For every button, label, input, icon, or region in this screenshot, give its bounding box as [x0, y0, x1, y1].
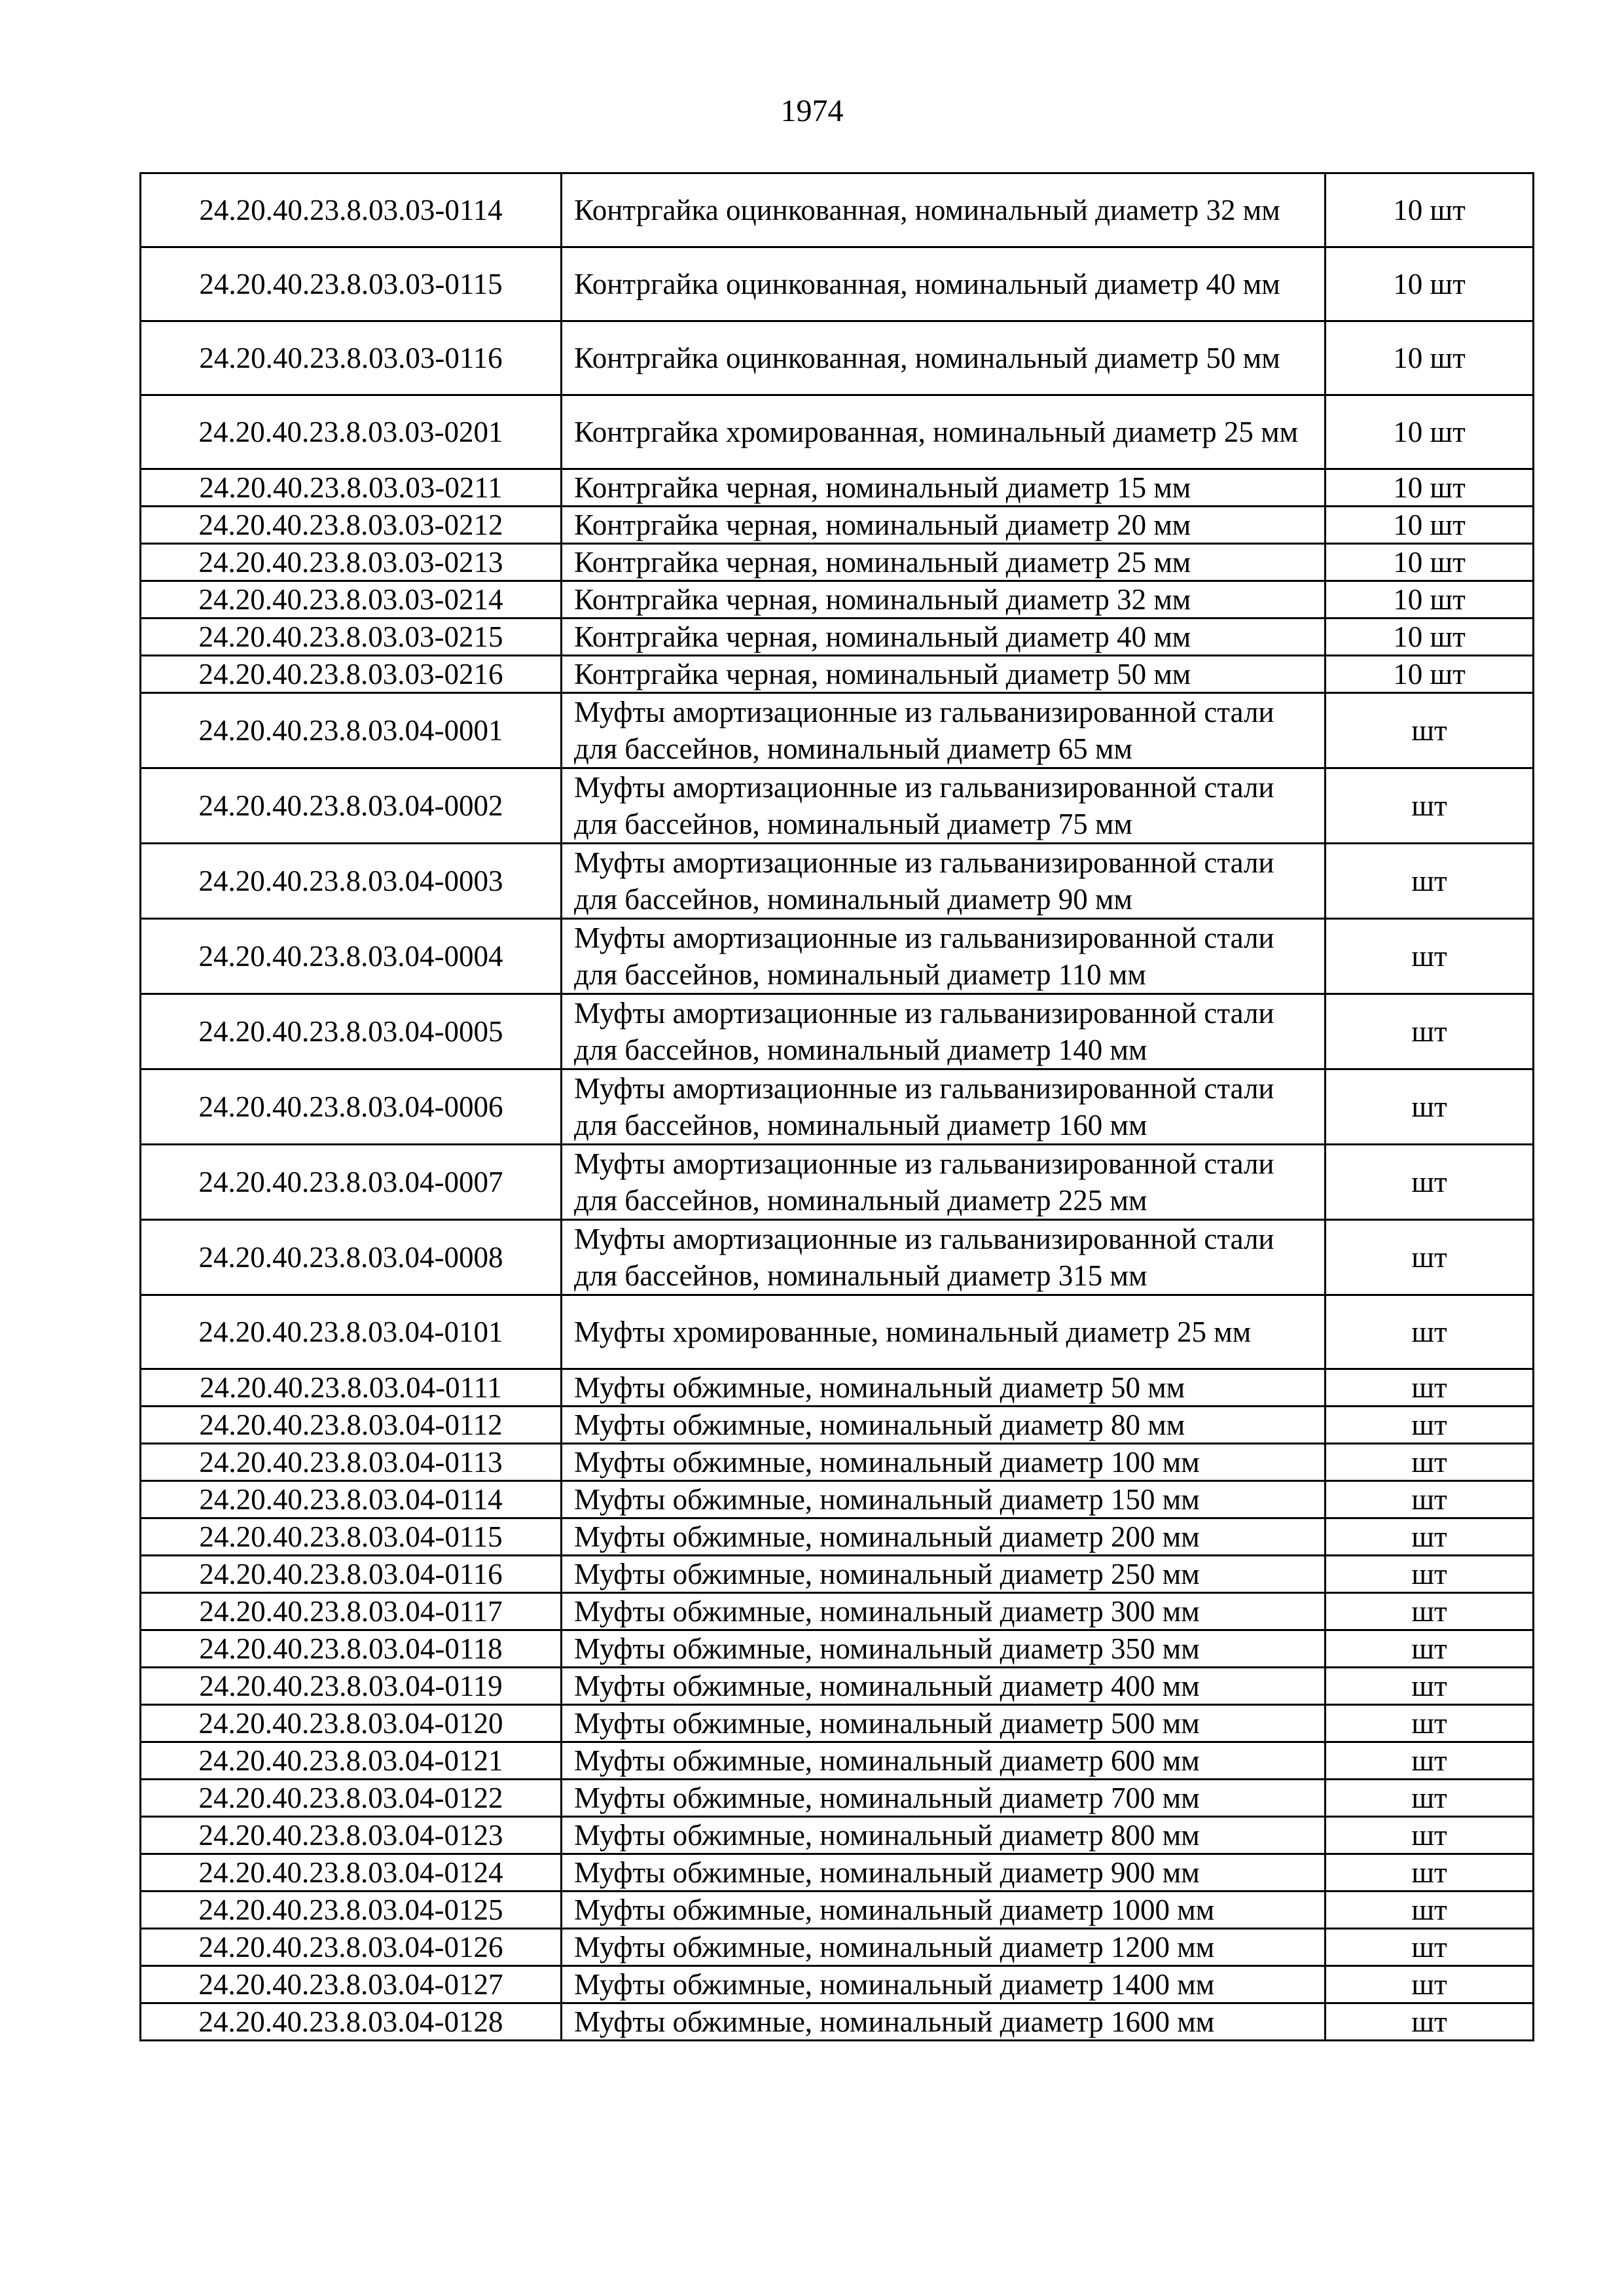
- table-row: [141, 1069, 1534, 1145]
- resource-name-cell: Муфты обжимные, номинальный диаметр 600 мм: [562, 1742, 1326, 1780]
- resource-name-cell: Муфты обжимные, номинальный диаметр 1200 мм: [562, 1929, 1326, 1966]
- unit-cell: шт: [1326, 1369, 1534, 1407]
- resource-code-cell: 24.20.40.23.8.03.04-0007: [141, 1145, 562, 1220]
- table-row: [141, 1742, 1534, 1780]
- resource-name-cell: Муфты обжимные, номинальный диаметр 350 мм: [562, 1630, 1326, 1668]
- unit-cell: шт: [1326, 693, 1534, 768]
- unit-cell: шт: [1326, 1444, 1534, 1481]
- resource-code-cell: 24.20.40.23.8.03.04-0113: [141, 1444, 562, 1481]
- table-row: [141, 1556, 1534, 1593]
- resource-code-cell: 24.20.40.23.8.03.04-0001: [141, 693, 562, 768]
- unit-cell: шт: [1326, 1817, 1534, 1854]
- resource-name-cell: Муфты обжимные, номинальный диаметр 100 мм: [562, 1444, 1326, 1481]
- resource-code-cell: 24.20.40.23.8.03.04-0008: [141, 1220, 562, 1295]
- resource-code-cell: 24.20.40.23.8.03.04-0111: [141, 1369, 562, 1407]
- resource-name-cell: Муфты обжимные, номинальный диаметр 900 мм: [562, 1854, 1326, 1892]
- resource-name-cell: Муфты обжимные, номинальный диаметр 500 мм: [562, 1705, 1326, 1742]
- table-row: [141, 247, 1534, 321]
- table-row: [141, 1220, 1534, 1295]
- table-row: [141, 1369, 1534, 1407]
- unit-cell: 10 шт: [1326, 173, 1534, 247]
- resource-name-cell: Контргайка хромированная, номинальный диаметр 25 мм: [562, 395, 1326, 469]
- resource-name-cell: Муфты обжимные, номинальный диаметр 150 мм: [562, 1481, 1326, 1518]
- resource-code-cell: 24.20.40.23.8.03.04-0122: [141, 1780, 562, 1817]
- unit-cell: шт: [1326, 2003, 1534, 2041]
- resource-name-cell: Контргайка черная, номинальный диаметр 50 мм: [562, 656, 1326, 693]
- unit-cell: шт: [1326, 1929, 1534, 1966]
- table-row: [141, 1630, 1534, 1668]
- resource-name-cell: Муфты обжимные, номинальный диаметр 200 мм: [562, 1518, 1326, 1556]
- table-row: [141, 844, 1534, 919]
- table-row: [141, 581, 1534, 619]
- unit-cell: шт: [1326, 844, 1534, 919]
- unit-cell: шт: [1326, 1220, 1534, 1295]
- unit-cell: 10 шт: [1326, 656, 1534, 693]
- resource-code-cell: 24.20.40.23.8.03.04-0118: [141, 1630, 562, 1668]
- table-row: [141, 507, 1534, 544]
- resource-code-cell: 24.20.40.23.8.03.03-0212: [141, 507, 562, 544]
- resource-name-cell: Муфты амортизационные из гальванизированной стали для бассейнов, номинальный диаметр 110 мм: [562, 919, 1326, 994]
- resource-name-cell: Контргайка черная, номинальный диаметр 15 мм: [562, 469, 1326, 507]
- resource-code-cell: 24.20.40.23.8.03.03-0116: [141, 321, 562, 395]
- table-row: [141, 1966, 1534, 2003]
- unit-cell: шт: [1326, 1145, 1534, 1220]
- page-number: 1974: [780, 94, 844, 128]
- table-row: [141, 919, 1534, 994]
- table-row: [141, 1518, 1534, 1556]
- resource-code-cell: 24.20.40.23.8.03.04-0125: [141, 1892, 562, 1929]
- resource-code-cell: 24.20.40.23.8.03.04-0121: [141, 1742, 562, 1780]
- unit-cell: шт: [1326, 1407, 1534, 1444]
- table-row: [141, 1407, 1534, 1444]
- table-row: [141, 1668, 1534, 1705]
- table-row: [141, 1929, 1534, 1966]
- resource-name-cell: Контргайка оцинкованная, номинальный диаметр 50 мм: [562, 321, 1326, 395]
- unit-cell: шт: [1326, 1780, 1534, 1817]
- unit-cell: шт: [1326, 1966, 1534, 2003]
- unit-cell: 10 шт: [1326, 544, 1534, 581]
- resource-name-cell: Муфты обжимные, номинальный диаметр 80 мм: [562, 1407, 1326, 1444]
- unit-cell: шт: [1326, 768, 1534, 844]
- table-row: [141, 1780, 1534, 1817]
- unit-cell: 10 шт: [1326, 619, 1534, 656]
- resource-name-cell: Муфты обжимные, номинальный диаметр 1600 мм: [562, 2003, 1326, 2041]
- resource-name-cell: Контргайка черная, номинальный диаметр 20 мм: [562, 507, 1326, 544]
- unit-cell: 10 шт: [1326, 469, 1534, 507]
- resource-code-cell: 24.20.40.23.8.03.03-0201: [141, 395, 562, 469]
- resource-name-cell: Муфты амортизационные из гальванизированной стали для бассейнов, номинальный диаметр 160 мм: [562, 1069, 1326, 1145]
- unit-cell: шт: [1326, 1705, 1534, 1742]
- table-row: [141, 1817, 1534, 1854]
- resource-name-cell: Муфты амортизационные из гальванизированной стали для бассейнов, номинальный диаметр 65 мм: [562, 693, 1326, 768]
- unit-cell: 10 шт: [1326, 247, 1534, 321]
- unit-cell: 10 шт: [1326, 581, 1534, 619]
- resource-code-cell: 24.20.40.23.8.03.03-0211: [141, 469, 562, 507]
- table-row: [141, 2003, 1534, 2041]
- resource-name-cell: Муфты обжимные, номинальный диаметр 400 мм: [562, 1668, 1326, 1705]
- table-row: [141, 1295, 1534, 1369]
- resource-name-cell: Контргайка черная, номинальный диаметр 40 мм: [562, 619, 1326, 656]
- table-row: [141, 1481, 1534, 1518]
- unit-cell: шт: [1326, 1481, 1534, 1518]
- resource-code-cell: 24.20.40.23.8.03.03-0215: [141, 619, 562, 656]
- unit-cell: шт: [1326, 994, 1534, 1069]
- resource-name-cell: Муфты обжимные, номинальный диаметр 1000 мм: [562, 1892, 1326, 1929]
- table-row: [141, 693, 1534, 768]
- resource-name-cell: Муфты амортизационные из гальванизированной стали для бассейнов, номинальный диаметр 75 мм: [562, 768, 1326, 844]
- resource-name-cell: Муфты обжимные, номинальный диаметр 800 мм: [562, 1817, 1326, 1854]
- resource-name-cell: Муфты хромированные, номинальный диаметр 25 мм: [562, 1295, 1326, 1369]
- table-row: [141, 395, 1534, 469]
- resource-code-cell: 24.20.40.23.8.03.03-0115: [141, 247, 562, 321]
- resource-code-cell: 24.20.40.23.8.03.04-0119: [141, 1668, 562, 1705]
- resource-code-cell: 24.20.40.23.8.03.04-0114: [141, 1481, 562, 1518]
- resource-code-cell: 24.20.40.23.8.03.04-0128: [141, 2003, 562, 2041]
- unit-cell: шт: [1326, 1556, 1534, 1593]
- resource-code-cell: 24.20.40.23.8.03.04-0124: [141, 1854, 562, 1892]
- resource-code-cell: 24.20.40.23.8.03.03-0214: [141, 581, 562, 619]
- unit-cell: шт: [1326, 1069, 1534, 1145]
- unit-cell: шт: [1326, 1630, 1534, 1668]
- resource-name-cell: Муфты амортизационные из гальванизированной стали для бассейнов, номинальный диаметр 315 мм: [562, 1220, 1326, 1295]
- resource-name-cell: Муфты обжимные, номинальный диаметр 1400 мм: [562, 1966, 1326, 2003]
- table-row: [141, 1854, 1534, 1892]
- resource-code-cell: 24.20.40.23.8.03.04-0120: [141, 1705, 562, 1742]
- resource-code-cell: 24.20.40.23.8.03.04-0116: [141, 1556, 562, 1593]
- unit-cell: 10 шт: [1326, 395, 1534, 469]
- resource-code-cell: 24.20.40.23.8.03.04-0004: [141, 919, 562, 994]
- resource-code-cell: 24.20.40.23.8.03.04-0003: [141, 844, 562, 919]
- resource-name-cell: Муфты амортизационные из гальванизированной стали для бассейнов, номинальный диаметр 225 мм: [562, 1145, 1326, 1220]
- resource-name-cell: Муфты амортизационные из гальванизированной стали для бассейнов, номинальный диаметр 90 мм: [562, 844, 1326, 919]
- resource-code-cell: 24.20.40.23.8.03.04-0126: [141, 1929, 562, 1966]
- resource-name-cell: Муфты обжимные, номинальный диаметр 50 мм: [562, 1369, 1326, 1407]
- resource-name-cell: Муфты обжимные, номинальный диаметр 700 мм: [562, 1780, 1326, 1817]
- table-row: [141, 1892, 1534, 1929]
- resource-name-cell: Контргайка черная, номинальный диаметр 32 мм: [562, 581, 1326, 619]
- unit-cell: шт: [1326, 1593, 1534, 1630]
- resource-name-cell: Муфты обжимные, номинальный диаметр 250 мм: [562, 1556, 1326, 1593]
- unit-cell: шт: [1326, 1295, 1534, 1369]
- table-row: [141, 469, 1534, 507]
- table-row: [141, 1705, 1534, 1742]
- resource-code-cell: 24.20.40.23.8.03.04-0006: [141, 1069, 562, 1145]
- resource-code-cell: 24.20.40.23.8.03.04-0123: [141, 1817, 562, 1854]
- resource-code-cell: 24.20.40.23.8.03.04-0005: [141, 994, 562, 1069]
- table-row: [141, 321, 1534, 395]
- resource-code-cell: 24.20.40.23.8.03.03-0216: [141, 656, 562, 693]
- unit-cell: шт: [1326, 1668, 1534, 1705]
- table-row: [141, 173, 1534, 247]
- resource-code-cell: 24.20.40.23.8.03.04-0127: [141, 1966, 562, 2003]
- unit-cell: шт: [1326, 1518, 1534, 1556]
- resource-code-cell: 24.20.40.23.8.03.04-0101: [141, 1295, 562, 1369]
- table-row: [141, 1444, 1534, 1481]
- resource-name-cell: Муфты амортизационные из гальванизированной стали для бассейнов, номинальный диаметр 140 мм: [562, 994, 1326, 1069]
- resource-code-cell: 24.20.40.23.8.03.04-0117: [141, 1593, 562, 1630]
- table-row: [141, 656, 1534, 693]
- table-row: [141, 994, 1534, 1069]
- table-body: [141, 173, 1534, 2041]
- resource-code-cell: 24.20.40.23.8.03.03-0213: [141, 544, 562, 581]
- table-row: [141, 1145, 1534, 1220]
- resource-name-cell: Контргайка черная, номинальный диаметр 25 мм: [562, 544, 1326, 581]
- unit-cell: шт: [1326, 919, 1534, 994]
- resource-name-cell: Муфты обжимные, номинальный диаметр 300 мм: [562, 1593, 1326, 1630]
- table-row: [141, 768, 1534, 844]
- table-row: [141, 544, 1534, 581]
- unit-cell: шт: [1326, 1854, 1534, 1892]
- table-row: [141, 1593, 1534, 1630]
- resource-code-cell: 24.20.40.23.8.03.04-0115: [141, 1518, 562, 1556]
- resource-code-cell: 24.20.40.23.8.03.04-0002: [141, 768, 562, 844]
- resource-code-cell: 24.20.40.23.8.03.03-0114: [141, 173, 562, 247]
- resource-name-cell: Контргайка оцинкованная, номинальный диаметр 32 мм: [562, 173, 1326, 247]
- unit-cell: 10 шт: [1326, 321, 1534, 395]
- unit-cell: 10 шт: [1326, 507, 1534, 544]
- resource-code-cell: 24.20.40.23.8.03.04-0112: [141, 1407, 562, 1444]
- unit-cell: шт: [1326, 1892, 1534, 1929]
- table-row: [141, 619, 1534, 656]
- resource-name-cell: Контргайка оцинкованная, номинальный диаметр 40 мм: [562, 247, 1326, 321]
- resource-table: [139, 172, 1534, 2041]
- unit-cell: шт: [1326, 1742, 1534, 1780]
